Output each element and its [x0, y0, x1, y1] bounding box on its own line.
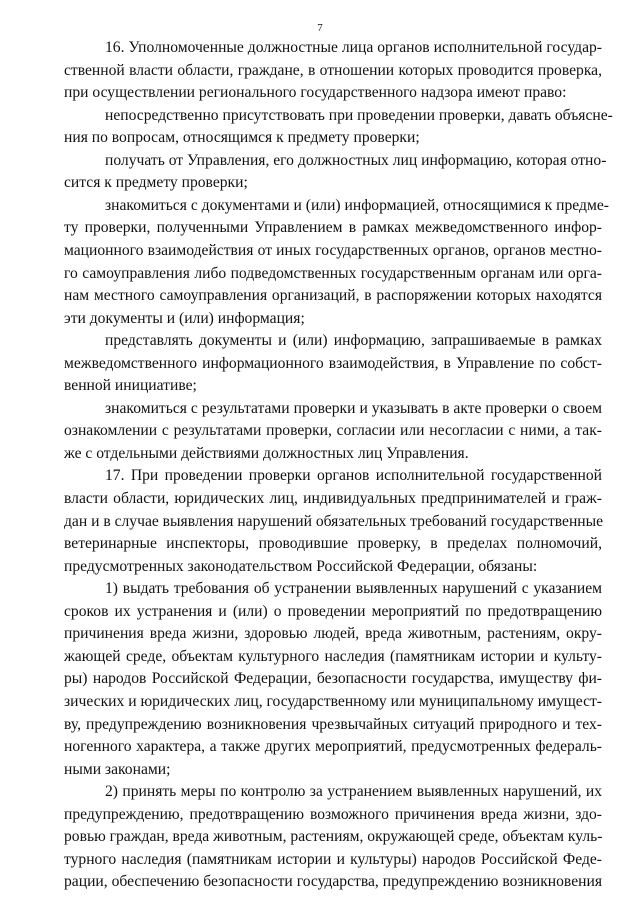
text-line: же с отдельными действиями должностных лиц Управления. [64, 444, 469, 462]
text-line: сроков их устранения и (или) о проведении мероприятий по предотвращению [64, 602, 602, 620]
text-line: при осуществлении регионального государственного надзора имеют право: [64, 84, 567, 102]
text-line: сится к предмету проверки; [64, 174, 248, 192]
text-line: ознакомлении с результатами проверки, согласии или несогласии с ними, а так- [64, 422, 602, 440]
text-line: ву, предупреждению возникновения чрезвычайных ситуаций природного и тех- [64, 715, 602, 733]
text-line: венной инициативе; [64, 377, 197, 395]
text-line: дан и в случае выявления нарушений обязательных требований государственные [64, 512, 604, 530]
text-line: ровью граждан, вреда животным, растениям, окружающей среде, объектам куль- [64, 828, 603, 846]
text-line: 1) выдать требования об устранении выявленных нарушений с указанием [105, 580, 602, 598]
text-line: ры) народов Российской Федерации, безопасности государства, имуществу фи- [64, 670, 602, 688]
text-line: межведомственного информационного взаимодействия, в Управление по собст- [64, 354, 602, 372]
text-line: 17. При проведении проверки органов исполнительной государственной [105, 467, 602, 485]
text-line: жающей среде, объектам культурного наследия (памятникам истории и культу- [64, 647, 602, 665]
text-line: знакомиться с документами и (или) информацией, относящимися к предме- [105, 196, 609, 214]
text-line: власти области, юридических лиц, индивидуальных предпринимателей и граж- [64, 490, 602, 507]
page-number: 7 [317, 22, 323, 34]
text-line: турного наследия (памятникам истории и культуры) народов Российской Феде- [64, 850, 602, 868]
text-line: ния по вопросам, относящимся к предмету проверки; [64, 129, 420, 147]
text-line: мационного взаимодействия от иных государственных органов, органов местно- [64, 242, 602, 259]
text-line: нам местного самоуправления организаций, в распоряжении которых находятся [64, 287, 602, 305]
text-line: предупреждению, предотвращению возможного причинения вреда жизни, здо- [64, 805, 602, 823]
text-line: рации, обеспечению безопасности государства, предупреждению возникновения [64, 873, 602, 891]
text-line: 16. Уполномоченные должностные лица органов исполнительной государ- [105, 39, 602, 56]
text-line: знакомиться с результатами проверки и указывать в акте проверки о своем [105, 399, 602, 417]
text-line: ственной власти области, граждане, в отношении которых проводится проверка, [64, 61, 602, 79]
text-line: ветеринарные инспекторы, проводившие проверку, в пределах полномочий, [64, 535, 602, 553]
text-line: эти документы и (или) информация; [64, 309, 305, 327]
text-line: причинения вреда жизни, здоровью людей, вреда животным, растениям, окру- [64, 625, 602, 643]
text-line: ными законами; [64, 760, 171, 778]
text-line: зических и юридических лиц, государственному или муниципальному имущест- [64, 693, 602, 710]
text-line: 2) принять меры по контролю за устранением выявленных нарушений, их [105, 783, 602, 801]
text-line: получать от Управления, его должностных лиц информацию, которая отно- [105, 151, 607, 169]
text-line: го самоуправления либо подведомственных государственным органам или орга- [64, 264, 602, 282]
text-line: ногенного характера, а также других мероприятий, предусмотренных федераль- [64, 738, 602, 756]
text-line: ту проверки, полученными Управлением в рамках межведомственного инфор- [64, 219, 602, 237]
text-line: представлять документы и (или) информацию, запрашиваемые в рамках [105, 332, 602, 350]
text-line: предусмотренных законодательством Российской Федерации, обязаны: [64, 557, 538, 575]
text-line: непосредственно присутствовать при проведении проверки, давать объясне- [105, 106, 613, 124]
